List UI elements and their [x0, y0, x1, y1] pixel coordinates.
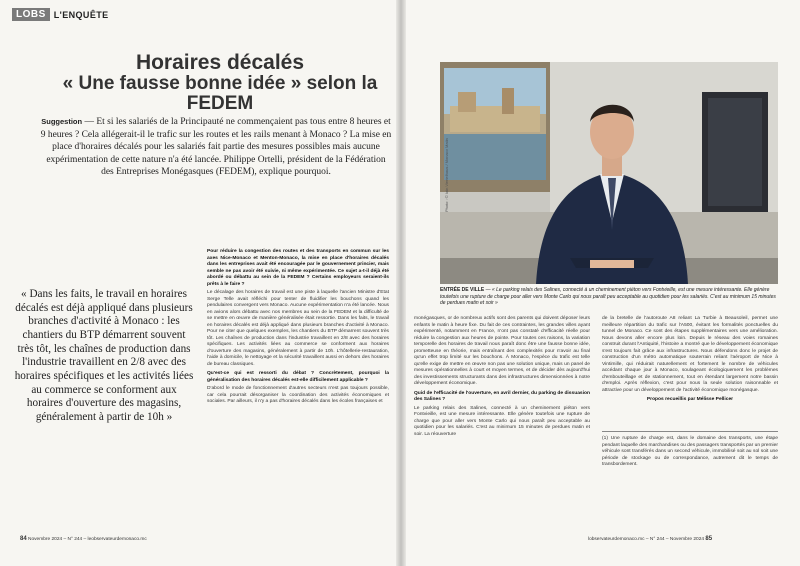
- footnote-text: (1) Une rupture de charge est, dans le domaine des transports, une étape pendant laquelle des marchandises ou des passagers transportés par un premier véhicule sont transférés dans un second véhicule, immobilisé soit au sol soit une période de stockage ou de correspondance, autrement dit le temps de transbordement.: [602, 436, 778, 468]
- text-column-1: [207, 249, 389, 408]
- title-line-2: « Une fausse bonne idée » selon la FEDEM: [62, 73, 378, 114]
- page-title: [60, 52, 380, 114]
- pull-quote: « Dans les faits, le travail en horaires décalés est déjà appliqué dans plusieurs branches d'activité à Monaco : les chantiers du BTP démarrent souvent très tôt, les chaînes de production dans l'industrie travaillent en 2/8 avec des horaires spécifiques et les activités liées au commerce se conforment aux horaires d'ouverture des magasins, généralement à partir de 10h »: [14, 288, 194, 423]
- page-gutter: [396, 0, 406, 566]
- question-3: Quid de l'efficacité de l'ouverture, en avril dernier, du parking de dissuasion des Salines ?: [414, 390, 590, 403]
- column-2-paragraph-2: Le parking relais des Salines, connecté à un cheminement piéton vers Fontvieille, est une mesure intéressante. Elle génère toutefois une rupture de charge que pour aller vers Monte Carlo qui nous paraît peu acceptable au quotidien pour les salariés. C'est au minimum 15 minutes de perdues matin et soir. La réouverture: [414, 405, 590, 437]
- column-3-paragraph: de la bretelle de l'autoroute A8 reliant La Turbie à Beausoleil, permet une meilleure répartition du trafic sur l'A500, évitant les formalités ponctuelles du tunnel de Monaco. Ce sont des étapes supplémentaires vers une amélioration. Nous devons aller encore plus loin. Depuis le réseau des voies romaines construit durant l'Antiquité, l'histoire a montré que le développement économique s'est toujours fait grâce aux infrastructures. Nous défendons donc le projet de construction d'un métro automatique souterrain reliant l'aéroport de Nice à Vintimille, qui réduirait naturellement et fortement le nombre de véhicules accédant chaque jour à Monaco, soulageant écologiquement les problèmes d'embouteillage et de stationnement, tout en étendant largement notre bassin d'emploi. Après réflexion, c'est pour nous la seule solution raisonnable et attractive pour un développement de l'activité économique monégasque.: [602, 316, 778, 393]
- title-line-1: Horaires décalés: [135, 51, 305, 74]
- photo-caption: [440, 287, 778, 307]
- section-rubric: [12, 8, 109, 21]
- intro-lead: Suggestion: [41, 117, 83, 126]
- question-2: Qu'est-ce qui est ressorti du débat ? Concrètement, pourquoi la généralisation des horaires décalés est-elle difficilement applicable ?: [207, 371, 389, 383]
- text-column-2: [414, 316, 590, 440]
- interview-credit: Propos recueillis par Mélisse Pellicer: [646, 397, 734, 403]
- question-1: Pour réduire la congestion des routes et des transports en commun sur les axes Nice-Monaco et Menton-Monaco, la mise en place d'horaires décalés dans les entreprises avait été encouragée par le gouvernement princier, mais semble ne pas avoir été suivie, ni même expérimentée. Ce sujet a-t-il déjà été abordé ou débattu au sein de la FEDEM ? Certains employeurs seraient-ils prêts à le faire ?: [207, 249, 389, 287]
- article-intro: [40, 116, 392, 179]
- column-2-paragraph-1: monégasques, or de nombreux actifs sont des parents qui doivent déposer leurs enfants le matin à heure fixe. Du fait de ces contraintes, les grandes villes ayant expérimenté, notamment en France, n'ont pas constaté d'efficacité réelle pour réduire la congestion aux heures de pointe. Pour toutes ces raisons, la variation temporelle des horaires de travail nous paraît donc être une fausse bonne idée, prometteuse en théorie, mais entraînant des complexités pour n'avoir au final qu'un effet trop limité sur les bouchons. À Monaco, l'espèce du trafic est telle qu'elle exige de mettre en œuvre non pas une solution unique, mais un panel de mesures opérationnelles à court et moyen termes, et de décider dès aujourd'hui des investissements structurants dans des infrastructures dimensionnées à notre développement économique.: [414, 316, 590, 387]
- page-number-right: 85: [705, 536, 713, 542]
- folio-left: [20, 536, 147, 542]
- caption-label: ENTRÉE DE VILLE: [440, 287, 485, 293]
- folio-right-info: lobservateurdemonaco.mc – N° 244 – Novembre 2024: [588, 537, 705, 542]
- answer-2: D'abord le mode de fonctionnement d'autres secteurs n'est pas toujours possible, car cela pourrait désorganiser la coordination des activités économiques et sociales. Par ailleurs, il n'y a pas d'horaires décalés dans les écoles françaises et: [207, 386, 389, 405]
- portrait-photo: [440, 62, 778, 284]
- intro-text: — Et si les salariés de la Principauté ne commençaient pas tous entre 8 heures et 9 heures ? Cela allégerait-il le trafic sur les routes et les rails menant à Monaco ? La mise en place d'horaires décalés pour les salariés fait partie des mesures possibles mais aucune expérimentation de cette nature n'a été lancée. Philippe Ortelli, président de la Fédération des Entreprises Monégasques (FEDEM), explique pourquoi.: [40, 117, 392, 178]
- article-photo: [440, 62, 778, 284]
- footnote-box: [602, 431, 778, 471]
- folio-left-info: Novembre 2024 – N° 244 – leobservateurdemonaco.mc: [28, 537, 147, 542]
- text-column-3: [602, 316, 778, 406]
- rubric-tag: LOBS: [12, 8, 50, 21]
- folio-right: [588, 536, 712, 542]
- photo-credit: Photo : © Iain Viertelhaus / Monaco Matin: [444, 138, 449, 212]
- page-number-left: 84: [20, 536, 27, 542]
- rubric-section: L'ENQUÊTE: [53, 9, 109, 20]
- caption-text: — « Le parking relais des Salines, connecté à un cheminement piéton vers Fontvieille, est une mesure intéressante. Elle génère toutefois une rupture de charge pour aller vers Monte Carlo qui nous paraît peu acceptable au quotidien pour les salariés. C'est au minimum 15 minutes de perdues matin et soir »: [440, 287, 776, 306]
- answer-1: Le décalage des horaires de travail est une piste à laquelle l'ancien Ministre d'Etat Serge Telle avait réfléchi pour tenter de fluidifier les bouchons quand les pendulaires convergent vers Monaco. Aucune expérimentation n'a été lancée. Nous en avions alors débattu avec nos membres au sein de la FEDEM et la difficulté de se mettre en œuvre de manière généralisée était ressortie. Dans les faits, le travail en horaires décalés est déjà appliqué dans plusieurs branches d'activité à Monaco. Pour ne citer que quelques exemples, les chantiers du BTP démarrent souvent très tôt. Les chaînes de production dans l'industrie travaillent en 2/8 avec des horaires spécifiques. Les activités liées au commerce se conforment aux horaires d'ouverture des magasins, généralement à partir de 10h. L'hôtellerie-restauration, l'aide à domicile, le nettoyage et la sécurité travaillent aussi en dehors des horaires de bureau classiques.: [207, 290, 389, 367]
